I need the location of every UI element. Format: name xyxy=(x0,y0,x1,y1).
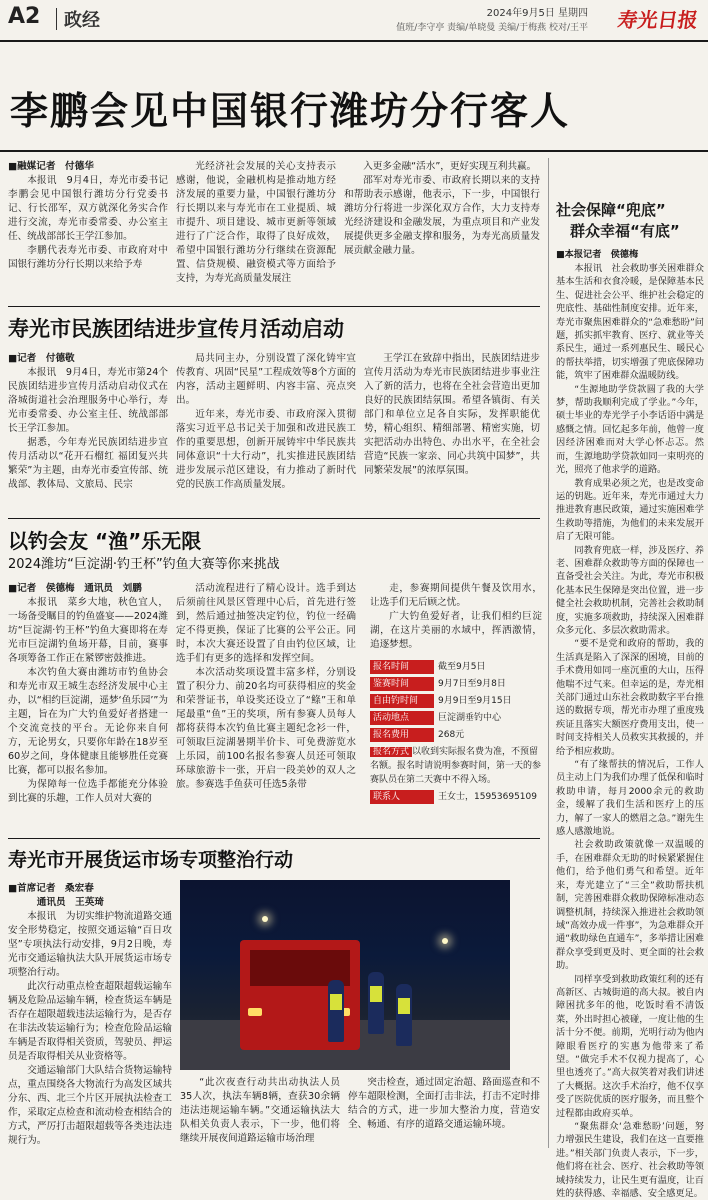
lead-headline: 李鹏会见中国银行潍坊分行客人 xyxy=(10,89,571,133)
street-light xyxy=(442,938,448,944)
fishing-col-2 xyxy=(176,582,356,832)
info-value: 以收到实际报名费为准，不预留名额。报名时请说明参赛时间，第一天的参赛队员在第二天赛中不得入场。 xyxy=(370,747,542,785)
info-row xyxy=(370,728,542,742)
social-column xyxy=(556,248,704,1200)
fishing-para: 本次活动奖项设置丰富多样，分别设置了积分力、前20名均可获得相应的奖金和荣誉证书，单设奖还设立了“鲦”王和单尾最重“鱼”王的奖项，所有参赛人员每人都将获得本次钓鱼比赛主题纪念衫一件，可领取巨淀湖暑期半价卡、可免费游览水上乐园，前100名报名参赛人员还可领取环球旅游卡一张，开启一段美妙的双人之旅。参赛选手鱼获可任选5条带 xyxy=(176,667,356,790)
page-header xyxy=(0,0,708,42)
inspector xyxy=(328,980,344,1042)
info-row xyxy=(370,711,542,725)
lead-col-1 xyxy=(8,160,168,270)
header-divider xyxy=(56,8,57,30)
issue-date: 2024年9月5日 星期四 xyxy=(486,8,588,19)
fishing-col-1 xyxy=(8,582,168,832)
social-headline-line1: 社会保障“兜底” xyxy=(556,201,666,219)
freight-byline: 通讯员 王英琦 xyxy=(36,897,104,908)
lead-para: 本报讯 9月4日，寿光市委书记李鹏会见中国银行潍坊分行党委书记、行长邵军，双方就深化务实合作进行交流，寿光市委常委、办公室主任、统战部部长王学江参加。 xyxy=(8,175,168,242)
lead-para: 光经济社会发展的关心支持表示感谢，他说，金融机构是推动地方经济发展的重要力量，中国银行潍坊分行长期以来与寿光市在工业提质、城市提升、项目建设、城市更新等领域进行了广泛合作，取得了良好成效，希望中国银行潍坊分行继续在资源配置、信贷规模、融资模式等方面给予支持，为寿光高质量发展注 xyxy=(176,161,336,284)
freight-para: 交通运输部门大队结合货物运输特点，重点围绕各大物流行为高发区域共分东、西、北三个片区开展执法检查工作，采取定点检查和流动检查相结合的方式，严厉打击超限超载等各类违法违规行为。 xyxy=(8,1065,172,1146)
social-headline xyxy=(556,200,706,242)
truck-headlight xyxy=(248,1008,262,1016)
social-para: “要不是党和政府的帮助，我的生活真是陷入了深深的困境，目前的手术费用如同一座沉重的大山，压得他喘不过气来。但幸运的是，寿光相关部门通过山东社会救助数字平台推送的数据专项，帮光市办理了重度残疾证且落实大额医疗费用支出，使一时间支持相关人员救实其救援的，并给予相应救助。 xyxy=(556,638,704,757)
info-value: 巨淀湖垂钓中心 xyxy=(438,713,502,723)
ethnic-col-2 xyxy=(176,352,356,512)
info-value: 268元 xyxy=(438,730,465,740)
editor-credits: 值班/李守亭 责编/单晓曼 美编/于梅燕 校对/王平 xyxy=(396,23,588,33)
lead-col-3 xyxy=(344,160,540,270)
safety-vest xyxy=(370,986,382,1002)
safety-vest xyxy=(330,994,342,1010)
social-para: 教育成果必须之光，也是改变命运的钥匙。近年来，寿光市通过大力推进教育惠民政策，通过实施困难学生救助等措施，为他们的未来发展开启了无限可能。 xyxy=(556,477,704,543)
lead-para: 邵军对寿光市委、市政府长期以来的支持和帮助表示感谢，他表示，下一步，中国银行潍坊分行将进一步深化双方合作，大力支持寿光经济建设和金融发展，为重点项目和产业发展提供更多金融支撑和服务，为寿光高质量发展贡献金融力量。 xyxy=(344,175,540,256)
fishing-subheadline: 2024潍坊“巨淀湖·钓王杯”钓鱼大赛等你来挑战 xyxy=(8,557,280,572)
fishing-para: 本次钓鱼大赛由潍坊市钓鱼协会和寿光市双王城生态经济发展中心主办，以“相约巨淀湖，遥梦‘鱼乐园’”为主题，旨在为广大钓鱼爱好者搭建一个交流竞技的平台。无论你来自何方，无论男女，只要你年龄在18岁至60岁之间，身体健康且能够胜任竞赛比赛，都可以报名参加。 xyxy=(8,667,168,776)
info-row xyxy=(370,790,542,804)
info-label: 联系人 xyxy=(370,790,434,804)
ethnic-headline: 寿光市民族团结进步宣传月活动启动 xyxy=(8,317,344,341)
ethnic-col-1 xyxy=(8,352,168,512)
social-para: “生源地助学贷款圆了我的大学梦，帮助我顺利完成了学业。”今年，硕士毕业的寿光学子小李话语中满是感慨之情。回忆起多年前，他曾一度因经济困难而对大学心怀忐忑。然而，生源地助学贷款如同一束明亮的光，照亮了他求学的道路。 xyxy=(556,383,704,476)
section-name: 政经 xyxy=(64,10,100,31)
info-label: 报名时间 xyxy=(370,660,434,674)
freight-byline: ■首席记者 桑宏春 xyxy=(8,883,94,894)
info-label: 自由钓时间 xyxy=(370,694,434,708)
fishing-para: 本报讯 菜乡大地，秋色宜人，一场备受瞩目的钓鱼盛宴——2024潍坊“巨淀湖·钓王杯”钓鱼大赛即将在寿光市巨淀湖钓鱼场开幕，目前，赛事各项筹备工作正在紧锣密鼓推进。 xyxy=(8,597,168,664)
safety-vest xyxy=(398,998,410,1014)
lead-para: 李鹏代表寿光市委、市政府对中国银行潍坊分行长期以来给予寿 xyxy=(8,245,168,270)
freight-para: 本报讯 为切实维护物流道路交通安全形势稳定，按照交通运输“百日攻坚”专项执法行动安排，9月2日晚，寿光市交通运输执法大队开展货运市场专项整治行动。 xyxy=(8,911,172,978)
ethnic-rule xyxy=(8,306,540,307)
social-para: 同样享受到救助政策红利的还有高新区、古城街道的高大叔。被自内障困扰多年的他，吃饭时看不清饭菜，外出时担心被碰，一度让他的生活十分不便。前期，光明行动为他内障眼看医疗的实惠为他带来了希望。“做完手术不仅视力提高了，心里也透亮了。”高大叔笑着对我们讲述了大概据。这次手术治疗，他不仅享受了医院优质的医疗服务，而且整个过程都由政府买单。 xyxy=(556,973,704,1119)
freight-rule xyxy=(8,838,540,839)
fishing-para: 活动流程进行了精心设计。选手到达后须前往风景区管理中心后，首先进行签到，然后通过抽签决定钓位，钓位一经确定不得更换，保证了比赛的公平公正。同时，本次大赛还设置了自由钓位区域，让选手们有更多的选择和发挥空间。 xyxy=(176,583,356,664)
social-para: “有了缘帮扶的情况后，工作人员主动上门为我们办理了低保和临时救助申请，每月2000余元的救助金，缓解了我们生活和医疗上的压力，解了一家人的燃眉之急。”谢先生感人感激地说。 xyxy=(556,759,704,838)
fishing-para: 广大钓鱼爱好者，让我们相约巨淀湖，在这片美丽的水域中，挥洒激情，追逐梦想。 xyxy=(370,611,542,650)
ethnic-para: 据悉，今年寿光民族团结进步宣传月活动以“花开石榴红 福团复兴共繁荣”为主题，由寿光市委宣传部、统战部、教体局、文旅局、民宗 xyxy=(8,437,168,490)
info-value: 王女士，15953695109 xyxy=(438,792,537,802)
column-divider xyxy=(548,158,549,1148)
ethnic-para: 局共同主办，分别设置了深化铸牢宣传教育、巩固“民星”工程成效等8个方面的内容，活动主题鲜明、内容丰富、亮点突出。 xyxy=(176,353,356,406)
fishing-rule xyxy=(8,518,540,519)
ethnic-para: 王学江在致辞中指出，民族团结进步宣传月活动为寿光市民族团结进步事业注入了新的活力，也将在全社会营造出更加良好的民族团结氛围。希望各镇街、有关部门和单位立足各自实际，发挥职能优势，精心组织、精细部署、精密实施，切实把活动办出特色、办出水平，在全社会营造“民族一家亲、同心共筑中国梦”，共同繁荣发展”的浓厚氛围。 xyxy=(364,353,540,476)
newspaper-logo: 寿光日报 xyxy=(616,8,700,32)
freight-para: 此次行动重点检查超限超载运输车辆及危险品运输车辆，检查货运车辆是否存在超限超载违法运输行为，是否存在非法改装运输行为；检查危险品运输车辆是否取得相关资质，驾驶员、押运员是否取得相关从业资格等。 xyxy=(8,981,172,1062)
fishing-byline: ■记者 侯德梅 通讯员 刘鹏 xyxy=(8,583,142,594)
info-value: 截至9月5日 xyxy=(438,662,486,672)
inspector xyxy=(368,972,384,1034)
info-label: 报名费用 xyxy=(370,728,434,742)
social-para: 社会救助政策就像一双温暖的手，在困难群众无助的时候紧紧握住他们，给予他们勇气和希望。近年来，寿光建立了“三全”救助帮扶机制，完善困难群众救助保障标准动态调整机制，持续深入推进社会救助领域“高效办成一件事”，为急难群众开通“救助绿色直通车”，多举措让困难群众享受到更及时、更全面的社会救助。 xyxy=(556,839,704,972)
freight-para: 突击检查，通过固定治超、路面巡查和不停车超限检测，全面打击非法，打击不定时排结合的方式，进一步加大整治力度，营造安全、畅通、有序的道路交通运输环境。 xyxy=(348,1077,540,1130)
fishing-headline: 以钓会友 “渔”乐无限 xyxy=(8,529,202,553)
info-label: 报名方式 xyxy=(370,747,412,757)
page-number: A2 xyxy=(8,4,41,29)
photo-caption: “此次夜查行动共出动执法人员35人次，执法车辆8辆，查获30余辆违法违规运输车辆。”交通运输执法大队相关负责人表示，下一步，他们将继续开展夜间道路运输市场治理 xyxy=(180,1077,340,1144)
info-value: 9月9日至9月15日 xyxy=(438,696,512,706)
info-row xyxy=(370,677,542,691)
freight-col-1 xyxy=(8,882,172,1148)
ethnic-para: 本报讯 9月4日，寿光市第24个民族团结进步宣传月活动启动仪式在洛城街道社会治理服务中心举行，寿光市委常委、办公室主任、统战部部长王学江参加。 xyxy=(8,367,168,434)
lead-col-2 xyxy=(176,160,336,284)
fishing-info-box xyxy=(370,660,542,807)
ethnic-para: 近年来，寿光市委、市政府深入贯彻落实习近平总书记关于加强和改进民族工作的重要思想，创新开展铸牢中华民族共同体意识“十大行动”，扎实推进民族团结进步发展示范区建设，有力推动了新时代党的民族工作高质量发展。 xyxy=(176,409,356,490)
social-para: “聚焦群众‘急难愁盼’问题，努力增强民生建设，我们在这一直要推进。”相关部门负责人表示，下一步，他们将在社会、医疗、社会救助等领域持续发力，让民生更有温度，让百姓的获得感、幸福感、安全感更足。 xyxy=(556,1121,704,1200)
freight-headline: 寿光市开展货运市场专项整治行动 xyxy=(8,849,294,871)
freight-inspection-photo xyxy=(180,880,510,1070)
info-value: 9月7日至9月8日 xyxy=(438,679,506,689)
freight-caption xyxy=(180,1076,340,1148)
lead-byline: ■融媒记者 付德华 xyxy=(8,161,94,172)
social-para: 同教育兜底一样，涉及医疗、养老、困难群众救助等方面的保障也一直备受社会关注。为此，寿光市积极化基本民生保障是突出位置，进一步健全社会救助机制，完善社会救助制度，实施多项救助，持续深入困难群众多元化、多层次救助需求。 xyxy=(556,544,704,636)
inspector xyxy=(396,984,412,1046)
social-para: 本报讯 社会救助事关困难群众基本生活和衣食冷暖，是保障基本民生、促进社会公平、维护社会稳定的兜底性、基础性制度安排。近年来，寿光市聚焦困难群众的“急难愁盼”问题，抓实抓牢教育、医疗、就业等关系民生，通过一系列惠民生、暖民心的帮扶举措，切实增强了兜底保障功能，筑牢了困难群众温暖防线。 xyxy=(556,263,704,382)
info-label: 活动地点 xyxy=(370,711,434,725)
ethnic-col-3 xyxy=(364,352,540,512)
info-row xyxy=(370,745,542,787)
fishing-para: 为保障每一位选手都能充分体验到比赛的乐趣，工作人员对大赛的 xyxy=(8,779,168,804)
lead-rule xyxy=(0,150,708,152)
info-row xyxy=(370,694,542,708)
freight-col-3 xyxy=(348,1076,540,1148)
social-byline: ■本报记者 侯德梅 xyxy=(556,249,639,260)
fishing-para: 走，参赛期间提供午餐及饮用水，让选手们无后顾之忧。 xyxy=(370,583,542,608)
social-headline-line2: 群众幸福“有底” xyxy=(570,222,680,240)
info-row xyxy=(370,660,542,674)
fishing-col-3 xyxy=(370,582,542,656)
street-light xyxy=(262,916,268,922)
info-label: 鉴赛时间 xyxy=(370,677,434,691)
ethnic-byline: ■记者 付德敬 xyxy=(8,353,75,364)
lead-para: 入更多金融“活水”，更好实现互利共赢。 xyxy=(363,161,537,172)
